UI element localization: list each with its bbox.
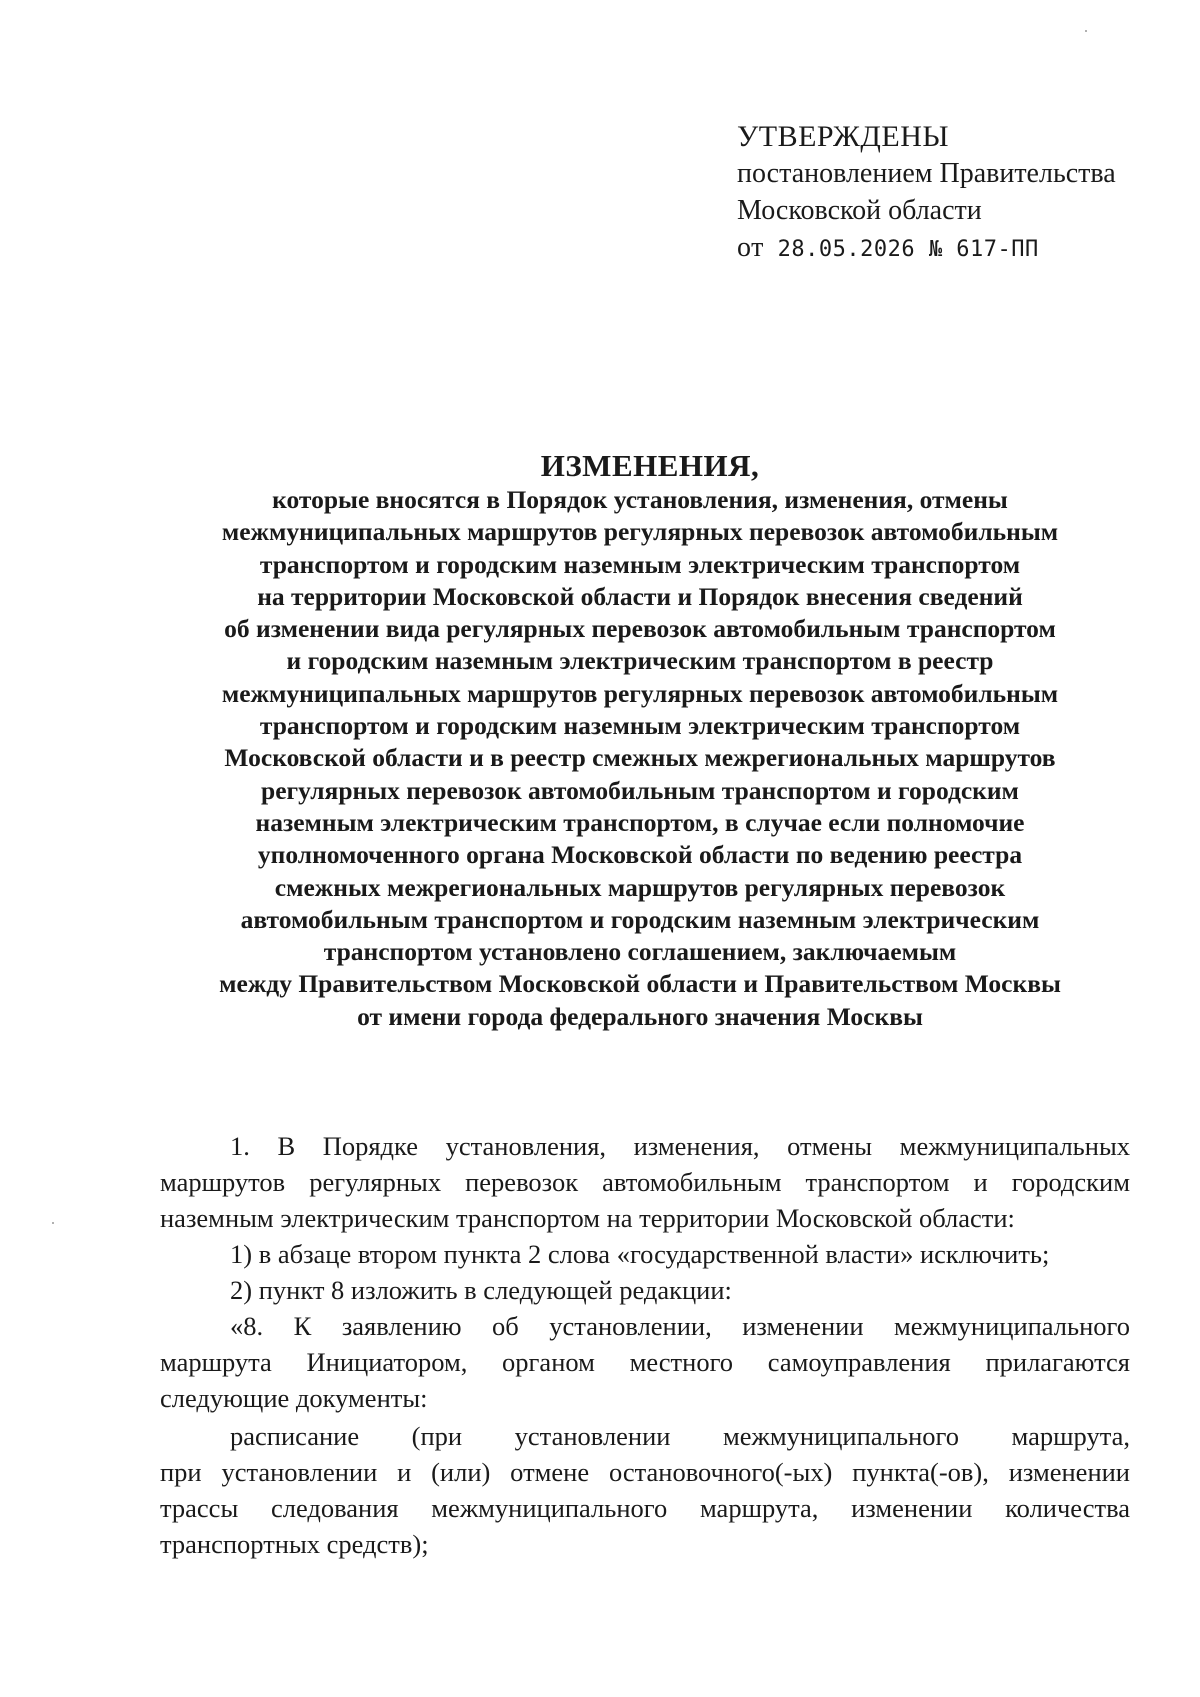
- paragraph-3: 2) пункт 8 изложить в следующей редакции:: [230, 1275, 732, 1305]
- heading-line: автомобильным транспортом и городским наземным электрическим: [240, 904, 1040, 934]
- approval-date-value: 28.05.2026 № 617-ПП: [777, 237, 1039, 262]
- heading-line: уполномоченного органа Московской области по ведению реестра: [257, 840, 1023, 870]
- paragraph-line: транспортных средств);: [160, 1529, 429, 1559]
- approval-stamp-block: [737, 118, 1116, 268]
- document-body: [160, 1128, 1130, 1562]
- paragraph-line: наземным электрическим транспортом на территории Московской области:: [160, 1203, 1015, 1233]
- paragraph-2: 1) в абзаце втором пункта 2 слова «государственной власти» исключить;: [230, 1239, 1050, 1269]
- approval-title: УТВЕРЖДЕНЫ: [737, 120, 950, 153]
- paragraph-4: [160, 1308, 1130, 1416]
- heading-line: и городским наземным электрическим транспортом в реестр: [286, 646, 994, 676]
- heading-line: которые вносятся в Порядок установления, изменения, отмены: [272, 485, 1008, 514]
- heading-line: транспортом и городским наземным электрическим транспортом: [259, 711, 1021, 741]
- heading-line: на территории Московской области и Порядок внесения сведений: [257, 581, 1023, 611]
- heading-line: регулярных перевозок автомобильным транспортом и городским: [261, 775, 1019, 805]
- heading-line: межмуниципальных маршрутов регулярных перевозок автомобильным: [221, 517, 1059, 547]
- paragraph-line: следующие документы:: [160, 1383, 428, 1413]
- heading-subtitle: [150, 484, 1130, 1033]
- heading-line: транспортом и городским наземным электрическим транспортом: [259, 549, 1021, 579]
- approval-line: Московской области: [737, 195, 982, 226]
- paragraph-1: [160, 1128, 1130, 1236]
- scan-speck: [1085, 30, 1087, 32]
- heading-line: от имени города федерального значения Москвы: [357, 1001, 923, 1031]
- paragraph-line: 1. В Порядке установления, изменения, отмены межмуниципальных: [230, 1131, 1130, 1161]
- paragraph-line: маршрута Инициатором, органом местного самоуправления прилагаются: [160, 1347, 1130, 1377]
- heading-line: смежных межрегиональных маршрутов регулярных перевозок: [274, 872, 1006, 902]
- heading-line: наземным электрическим транспортом, в случае если полномочие: [255, 807, 1025, 837]
- heading-line: об изменении вида регулярных перевозок автомобильным транспортом: [224, 614, 1056, 644]
- approval-line: постановлением Правительства: [737, 158, 1116, 189]
- paragraph-line: трассы следования межмуниципального маршрута, изменении количества: [160, 1493, 1130, 1523]
- heading-line: межмуниципальных маршрутов регулярных перевозок автомобильным: [221, 678, 1059, 708]
- heading-line: Московской области и в реестр смежных межрегиональных маршрутов: [224, 743, 1056, 773]
- scan-speck: [52, 1222, 54, 1224]
- paragraph-line: «8. К заявлению об установлении, изменении межмуниципального: [230, 1311, 1130, 1341]
- heading-title: ИЗМЕНЕНИЯ,: [540, 448, 760, 483]
- paragraph-line: маршрутов регулярных перевозок автомобильным транспортом и городским: [160, 1167, 1130, 1197]
- document-heading: [150, 448, 1130, 1033]
- heading-line: между Правительством Московской области и Правительством Москвы: [219, 969, 1061, 999]
- paragraph-line: расписание (при установлении межмуниципального маршрута,: [230, 1421, 1130, 1451]
- paragraph-5: [160, 1418, 1130, 1562]
- paragraph-line: при установлении и (или) отмене остановочного(-ых) пункта(-ов), изменении: [160, 1457, 1130, 1487]
- approval-date: [737, 229, 1116, 268]
- heading-line: транспортом установлено соглашением, заключаемым: [323, 937, 957, 967]
- approval-date-prefix: от: [737, 232, 764, 263]
